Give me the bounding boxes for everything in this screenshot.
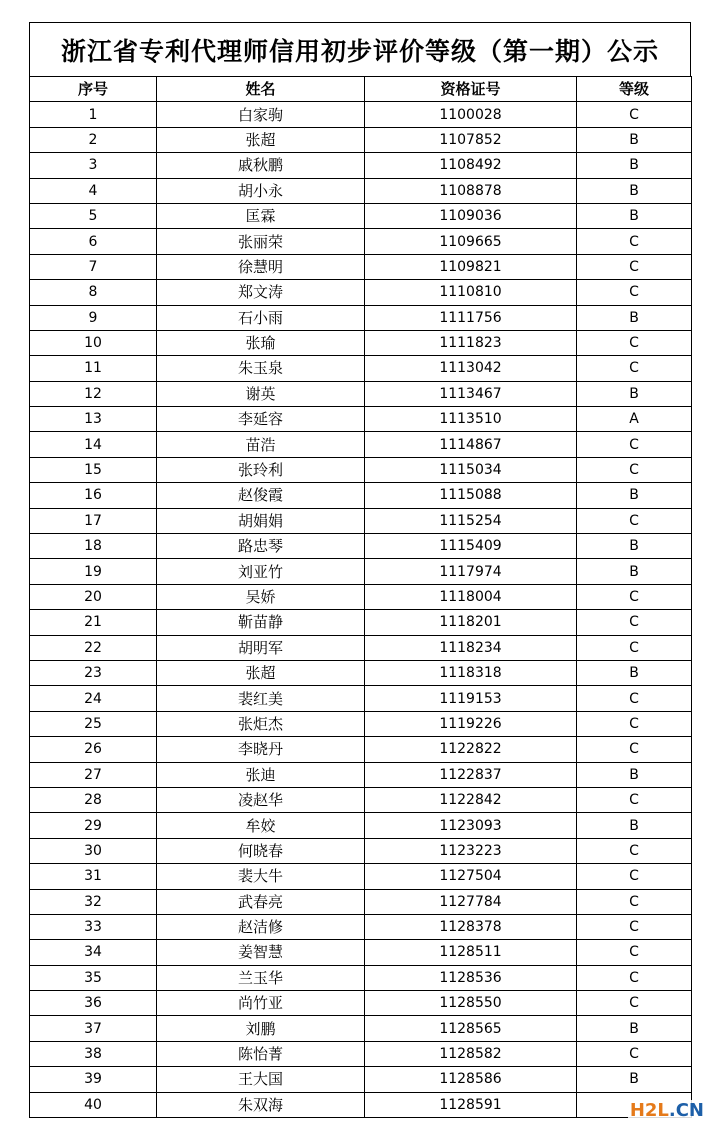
table-row bbox=[30, 483, 692, 508]
cell-grade: C bbox=[577, 254, 692, 279]
cell-certificate: 1111823 bbox=[365, 330, 577, 355]
cell-serial: 30 bbox=[30, 838, 157, 863]
cell-grade: B bbox=[577, 1067, 692, 1092]
cell-certificate: 1128586 bbox=[365, 1067, 577, 1092]
cell-certificate: 1123093 bbox=[365, 813, 577, 838]
cell-name: 兰玉华 bbox=[157, 965, 365, 990]
watermark-part1: H2L bbox=[629, 1100, 669, 1121]
cell-serial: 31 bbox=[30, 864, 157, 889]
cell-grade: B bbox=[577, 762, 692, 787]
cell-name: 裴红美 bbox=[157, 686, 365, 711]
cell-serial: 12 bbox=[30, 381, 157, 406]
table-row bbox=[30, 1041, 692, 1066]
cell-name: 尚竹亚 bbox=[157, 991, 365, 1016]
cell-serial: 16 bbox=[30, 483, 157, 508]
cell-name: 胡明军 bbox=[157, 635, 365, 660]
cell-certificate: 1113510 bbox=[365, 407, 577, 432]
cell-grade: C bbox=[577, 737, 692, 762]
cell-certificate: 1115034 bbox=[365, 457, 577, 482]
table-row bbox=[30, 991, 692, 1016]
cell-grade: C bbox=[577, 229, 692, 254]
cell-certificate: 1119153 bbox=[365, 686, 577, 711]
table-row bbox=[30, 737, 692, 762]
cell-serial: 18 bbox=[30, 534, 157, 559]
cell-name: 张玲利 bbox=[157, 457, 365, 482]
table-row bbox=[30, 229, 692, 254]
cell-name: 刘亚竹 bbox=[157, 559, 365, 584]
table-header-row bbox=[30, 77, 692, 102]
cell-certificate: 1115409 bbox=[365, 534, 577, 559]
cell-serial: 36 bbox=[30, 991, 157, 1016]
cell-certificate: 1123223 bbox=[365, 838, 577, 863]
cell-name: 路忠琴 bbox=[157, 534, 365, 559]
table-row bbox=[30, 153, 692, 178]
cell-grade: B bbox=[577, 127, 692, 152]
cell-certificate: 1109665 bbox=[365, 229, 577, 254]
table-row bbox=[30, 407, 692, 432]
cell-name: 谢英 bbox=[157, 381, 365, 406]
cell-certificate: 1118004 bbox=[365, 584, 577, 609]
cell-grade: C bbox=[577, 432, 692, 457]
cell-serial: 8 bbox=[30, 280, 157, 305]
table-row bbox=[30, 1016, 692, 1041]
cell-name: 朱玉泉 bbox=[157, 356, 365, 381]
cell-grade: B bbox=[577, 305, 692, 330]
table-row bbox=[30, 787, 692, 812]
cell-certificate: 1127784 bbox=[365, 889, 577, 914]
cell-certificate: 1128565 bbox=[365, 1016, 577, 1041]
cell-grade: C bbox=[577, 914, 692, 939]
cell-grade: B bbox=[577, 381, 692, 406]
table-row bbox=[30, 356, 692, 381]
cell-grade: A bbox=[577, 407, 692, 432]
table-row bbox=[30, 127, 692, 152]
cell-name: 裴大牛 bbox=[157, 864, 365, 889]
cell-grade: C bbox=[577, 686, 692, 711]
cell-grade: C bbox=[577, 965, 692, 990]
cell-name: 王大国 bbox=[157, 1067, 365, 1092]
cell-grade: C bbox=[577, 940, 692, 965]
cell-certificate: 1122822 bbox=[365, 737, 577, 762]
cell-serial: 2 bbox=[30, 127, 157, 152]
cell-certificate: 1113042 bbox=[365, 356, 577, 381]
cell-name: 凌赵华 bbox=[157, 787, 365, 812]
cell-certificate: 1128511 bbox=[365, 940, 577, 965]
cell-certificate: 1128536 bbox=[365, 965, 577, 990]
table-row bbox=[30, 330, 692, 355]
cell-serial: 33 bbox=[30, 914, 157, 939]
cell-grade: B bbox=[577, 203, 692, 228]
table-row bbox=[30, 457, 692, 482]
cell-certificate: 1117974 bbox=[365, 559, 577, 584]
cell-grade: C bbox=[577, 711, 692, 736]
cell-name: 张超 bbox=[157, 660, 365, 685]
cell-name: 张迪 bbox=[157, 762, 365, 787]
cell-name: 胡娟娟 bbox=[157, 508, 365, 533]
cell-name: 武春亮 bbox=[157, 889, 365, 914]
cell-serial: 5 bbox=[30, 203, 157, 228]
table-row bbox=[30, 965, 692, 990]
cell-serial: 29 bbox=[30, 813, 157, 838]
cell-name: 吴娇 bbox=[157, 584, 365, 609]
cell-name: 李晓丹 bbox=[157, 737, 365, 762]
cell-grade: C bbox=[577, 610, 692, 635]
cell-certificate: 1128550 bbox=[365, 991, 577, 1016]
cell-serial: 7 bbox=[30, 254, 157, 279]
cell-serial: 25 bbox=[30, 711, 157, 736]
table-row bbox=[30, 1092, 692, 1117]
cell-serial: 27 bbox=[30, 762, 157, 787]
cell-certificate: 1107852 bbox=[365, 127, 577, 152]
cell-serial: 32 bbox=[30, 889, 157, 914]
rating-table bbox=[29, 76, 692, 1118]
cell-grade: C bbox=[577, 838, 692, 863]
cell-serial: 35 bbox=[30, 965, 157, 990]
cell-certificate: 1128582 bbox=[365, 1041, 577, 1066]
cell-serial: 15 bbox=[30, 457, 157, 482]
site-watermark bbox=[628, 1100, 706, 1121]
cell-serial: 14 bbox=[30, 432, 157, 457]
cell-certificate: 1114867 bbox=[365, 432, 577, 457]
cell-serial: 24 bbox=[30, 686, 157, 711]
cell-serial: 17 bbox=[30, 508, 157, 533]
cell-grade: C bbox=[577, 508, 692, 533]
cell-certificate: 1127504 bbox=[365, 864, 577, 889]
cell-grade: B bbox=[577, 534, 692, 559]
cell-grade: C bbox=[577, 889, 692, 914]
cell-name: 胡小永 bbox=[157, 178, 365, 203]
cell-certificate: 1100028 bbox=[365, 102, 577, 127]
table-row bbox=[30, 914, 692, 939]
cell-certificate: 1128378 bbox=[365, 914, 577, 939]
cell-grade: C bbox=[577, 584, 692, 609]
table-row bbox=[30, 305, 692, 330]
cell-name: 张炬杰 bbox=[157, 711, 365, 736]
cell-name: 赵洁修 bbox=[157, 914, 365, 939]
cell-serial: 1 bbox=[30, 102, 157, 127]
cell-serial: 20 bbox=[30, 584, 157, 609]
table-row bbox=[30, 864, 692, 889]
cell-certificate: 1111756 bbox=[365, 305, 577, 330]
cell-name: 赵俊霞 bbox=[157, 483, 365, 508]
cell-serial: 21 bbox=[30, 610, 157, 635]
table-row bbox=[30, 660, 692, 685]
table-row bbox=[30, 381, 692, 406]
cell-grade: C bbox=[577, 1041, 692, 1066]
cell-grade: C bbox=[577, 991, 692, 1016]
cell-certificate: 1110810 bbox=[365, 280, 577, 305]
cell-grade: C bbox=[577, 457, 692, 482]
cell-serial: 13 bbox=[30, 407, 157, 432]
table-row bbox=[30, 584, 692, 609]
table-row bbox=[30, 432, 692, 457]
cell-grade: B bbox=[577, 559, 692, 584]
table-row bbox=[30, 610, 692, 635]
cell-serial: 11 bbox=[30, 356, 157, 381]
cell-grade: B bbox=[577, 1016, 692, 1041]
watermark-part2: .CN bbox=[668, 1100, 704, 1121]
cell-grade: C bbox=[577, 330, 692, 355]
table-row bbox=[30, 711, 692, 736]
cell-grade: C bbox=[577, 635, 692, 660]
table-row bbox=[30, 1067, 692, 1092]
cell-certificate: 1118201 bbox=[365, 610, 577, 635]
header-certificate: 资格证号 bbox=[365, 77, 577, 102]
cell-serial: 40 bbox=[30, 1092, 157, 1117]
table-row bbox=[30, 280, 692, 305]
table-row bbox=[30, 534, 692, 559]
document bbox=[29, 22, 691, 1118]
cell-certificate: 1122842 bbox=[365, 787, 577, 812]
cell-certificate: 1118234 bbox=[365, 635, 577, 660]
cell-name: 陈怡菁 bbox=[157, 1041, 365, 1066]
table-row bbox=[30, 203, 692, 228]
cell-certificate: 1128591 bbox=[365, 1092, 577, 1117]
cell-certificate: 1118318 bbox=[365, 660, 577, 685]
cell-name: 匡霖 bbox=[157, 203, 365, 228]
cell-certificate: 1122837 bbox=[365, 762, 577, 787]
table-body bbox=[30, 102, 692, 1118]
cell-grade: B bbox=[577, 178, 692, 203]
cell-certificate: 1119226 bbox=[365, 711, 577, 736]
cell-serial: 4 bbox=[30, 178, 157, 203]
cell-serial: 19 bbox=[30, 559, 157, 584]
cell-serial: 9 bbox=[30, 305, 157, 330]
cell-certificate: 1108492 bbox=[365, 153, 577, 178]
cell-name: 张瑜 bbox=[157, 330, 365, 355]
header-name: 姓名 bbox=[157, 77, 365, 102]
cell-certificate: 1109821 bbox=[365, 254, 577, 279]
cell-name: 张超 bbox=[157, 127, 365, 152]
table-row bbox=[30, 838, 692, 863]
table-row bbox=[30, 559, 692, 584]
cell-certificate: 1115254 bbox=[365, 508, 577, 533]
cell-grade: C bbox=[577, 864, 692, 889]
cell-name: 李延容 bbox=[157, 407, 365, 432]
header-serial: 序号 bbox=[30, 77, 157, 102]
cell-name: 郑文涛 bbox=[157, 280, 365, 305]
table-row bbox=[30, 635, 692, 660]
cell-serial: 34 bbox=[30, 940, 157, 965]
cell-serial: 6 bbox=[30, 229, 157, 254]
table-row bbox=[30, 254, 692, 279]
cell-certificate: 1113467 bbox=[365, 381, 577, 406]
cell-grade: C bbox=[577, 280, 692, 305]
cell-name: 徐慧明 bbox=[157, 254, 365, 279]
cell-name: 牟姣 bbox=[157, 813, 365, 838]
cell-name: 苗浩 bbox=[157, 432, 365, 457]
cell-grade: B bbox=[577, 153, 692, 178]
cell-serial: 3 bbox=[30, 153, 157, 178]
cell-serial: 22 bbox=[30, 635, 157, 660]
cell-serial: 23 bbox=[30, 660, 157, 685]
cell-name: 张丽荣 bbox=[157, 229, 365, 254]
cell-grade: B bbox=[577, 660, 692, 685]
cell-name: 姜智慧 bbox=[157, 940, 365, 965]
cell-name: 白家驹 bbox=[157, 102, 365, 127]
cell-name: 何晓春 bbox=[157, 838, 365, 863]
table-row bbox=[30, 686, 692, 711]
cell-serial: 39 bbox=[30, 1067, 157, 1092]
cell-serial: 26 bbox=[30, 737, 157, 762]
cell-serial: 10 bbox=[30, 330, 157, 355]
table-row bbox=[30, 178, 692, 203]
table-row bbox=[30, 940, 692, 965]
cell-serial: 28 bbox=[30, 787, 157, 812]
cell-name: 靳苗静 bbox=[157, 610, 365, 635]
cell-name: 刘鹏 bbox=[157, 1016, 365, 1041]
cell-serial: 37 bbox=[30, 1016, 157, 1041]
document-title: 浙江省专利代理师信用初步评价等级（第一期）公示 bbox=[29, 22, 691, 76]
cell-name: 戚秋鹏 bbox=[157, 153, 365, 178]
table-row bbox=[30, 102, 692, 127]
table-row bbox=[30, 762, 692, 787]
cell-grade: C bbox=[577, 102, 692, 127]
cell-certificate: 1109036 bbox=[365, 203, 577, 228]
table-row bbox=[30, 889, 692, 914]
cell-grade: B bbox=[577, 813, 692, 838]
cell-grade: B bbox=[577, 483, 692, 508]
cell-grade: C bbox=[577, 356, 692, 381]
table-row bbox=[30, 508, 692, 533]
cell-certificate: 1108878 bbox=[365, 178, 577, 203]
cell-name: 石小雨 bbox=[157, 305, 365, 330]
cell-grade: C bbox=[577, 787, 692, 812]
cell-name: 朱双海 bbox=[157, 1092, 365, 1117]
cell-serial: 38 bbox=[30, 1041, 157, 1066]
table-row bbox=[30, 813, 692, 838]
header-grade: 等级 bbox=[577, 77, 692, 102]
cell-certificate: 1115088 bbox=[365, 483, 577, 508]
